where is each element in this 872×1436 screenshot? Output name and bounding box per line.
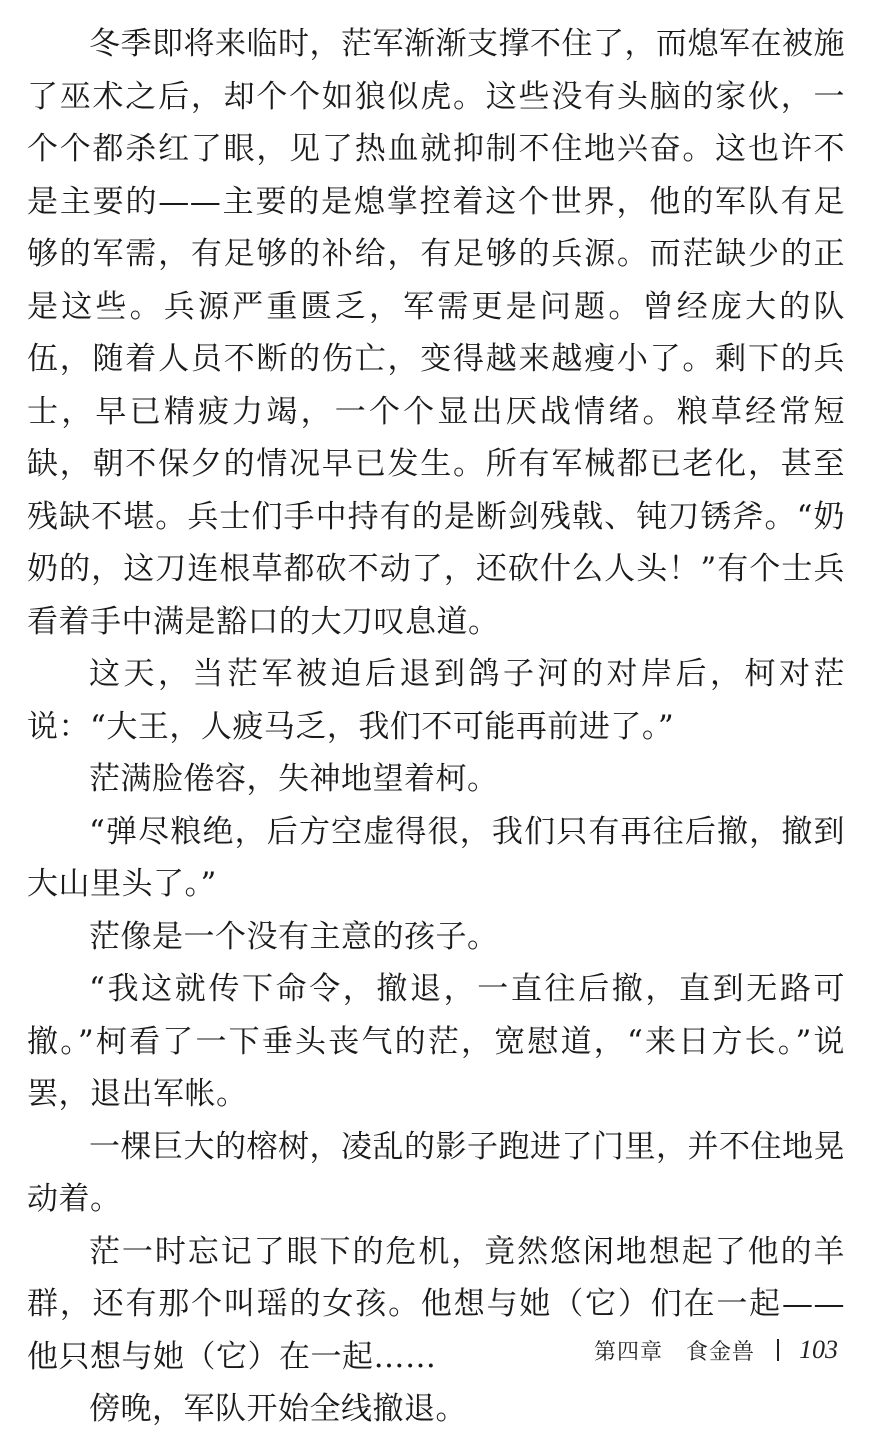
paragraph-8: 茫一时忘记了眼下的危机，竟然悠闲地想起了他的羊群，还有那个叫瑶的女孩。他想与她（它）们在一起——他只想与她（它）在一起……	[27, 1233, 845, 1375]
paragraph-6: “我这就传下命令，撤退，一直往后撤，直到无路可撤。”柯看了一下垂头丧气的茫，宽慰道，“来日方长。”说罢，退出军帐。	[27, 971, 845, 1112]
paragraph-4: “弹尽粮绝，后方空虚得很，我们只有再往后撤，撤到大山里头了。”	[27, 813, 845, 902]
paragraph-3: 茫满脸倦容，失神地望着柯。	[89, 761, 499, 797]
paragraph-7: 一棵巨大的榕树，凌乱的影子跑进了门里，并不住地晃动着。	[27, 1128, 845, 1217]
paragraph-9: 傍晚，军队开始全线撤退。	[89, 1391, 467, 1427]
page-footer	[594, 1332, 838, 1368]
body-text	[27, 18, 845, 1436]
paragraph-5: 茫像是一个没有主意的孩子。	[89, 918, 499, 955]
footer-divider	[777, 1339, 779, 1361]
page-number: 103	[799, 1335, 838, 1364]
running-head: 第四章 食金兽	[593, 1339, 755, 1365]
paragraph-2: 这天，当茫军被迫后退到鸽子河的对岸后，柯对茫说：“大王，人疲马乏，我们不可能再前进了。”	[27, 656, 845, 745]
paragraph-1: 冬季即将来临时，茫军渐渐支撑不住了，而熄军在被施了巫术之后，却个个如狼似虎。这些没有头脑的家伙，一个个都杀红了眼，见了热血就抑制不住地兴奋。这也许不是主要的——主要的是熄掌控着这个世界，他的军队有足够的军需，有足够的补给，有足够的兵源。而茫缺少的正是这些。兵源严重匮乏，军需更是问题。曾经庞大的队伍，随着人员不断的伤亡，变得越来越瘦小了。剩下的兵士，早已精疲力竭，一个个显出厌战情绪。粮草经常短缺，朝不保夕的情况早已发生。所有军械都已老化，甚至残缺不堪。兵士们手中持有的是断剑残戟、钝刀锈斧。“奶奶的，这刀连根草都砍不动了，还砍什么人头！”有个士兵看着手中满是豁口的大刀叹息道。	[27, 26, 845, 640]
